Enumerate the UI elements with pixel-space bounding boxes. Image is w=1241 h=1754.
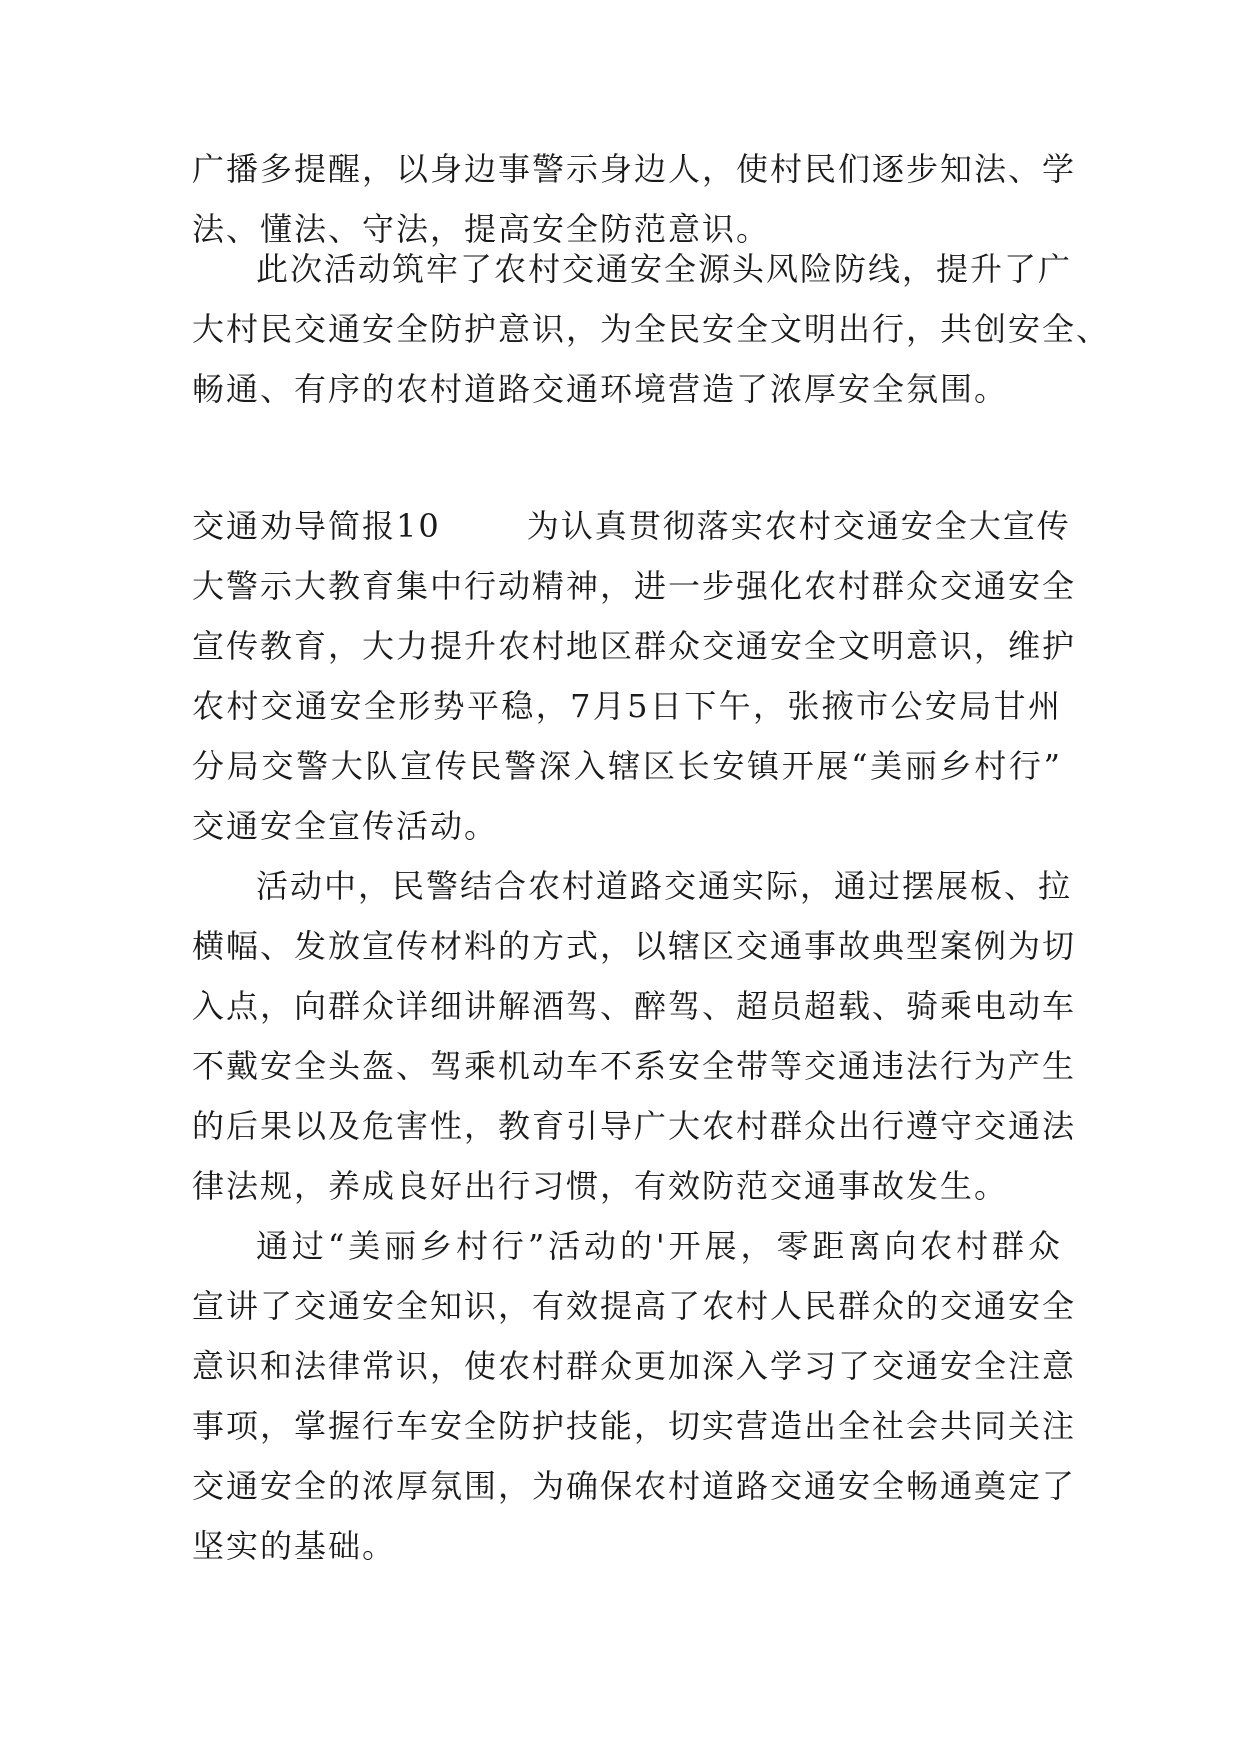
paragraph-1-line: 法、懂法、守法，提高安全防范意识。 xyxy=(192,210,771,248)
paragraph-5-line: 交通安全的浓厚氛围，为确保农村道路交通安全畅通奠定了 xyxy=(192,1467,1077,1505)
paragraph-3-line: 大警示大教育集中行动精神，进一步强化农村群众交通安全 xyxy=(192,567,1077,605)
paragraph-4-line: 活动中，民警结合农村道路交通实际，通过摆展板、拉 xyxy=(256,867,1073,905)
paragraph-3-opening: 为认真贯彻落实农村交通安全大宣传 xyxy=(526,507,1071,545)
section-title: 交通劝导简报10 xyxy=(192,507,441,545)
paragraph-3-line: 宣传教育，大力提升农村地区群众交通安全文明意识，维护 xyxy=(192,627,1077,665)
paragraph-3-first-line xyxy=(192,496,1071,556)
paragraph-4-line: 横幅、发放宣传材料的方式，以辖区交通事故典型案例为切 xyxy=(192,927,1077,965)
paragraph-1-line: 广播多提醒，以身边事警示身边人，使村民们逐步知法、学 xyxy=(192,150,1077,188)
paragraph-3-line: 交通安全宣传活动。 xyxy=(192,807,499,845)
paragraph-5-line: 宣讲了交通安全知识，有效提高了农村人民群众的交通安全 xyxy=(192,1287,1077,1325)
paragraph-2-line: 畅通、有序的农村道路交通环境营造了浓厚安全氛围。 xyxy=(192,370,1009,408)
paragraph-3 xyxy=(192,496,1077,856)
paragraph-4-line: 律法规，养成良好出行习惯，有效防范交通事故发生。 xyxy=(192,1167,1009,1205)
paragraph-4-line: 的后果以及危害性，教育引导广大农村群众出行遵守交通法 xyxy=(192,1107,1077,1145)
paragraph-4-line: 不戴安全头盔、驾乘机动车不系安全带等交通违法行为产生 xyxy=(192,1047,1077,1085)
paragraph-2-line: 大村民交通安全防护意识，为全民安全文明出行，共创安全、 xyxy=(192,310,1111,348)
paragraph-2-line: 此次活动筑牢了农村交通安全源头风险防线，提升了广 xyxy=(256,250,1073,288)
paragraph-5-line: 意识和法律常识，使农村群众更加深入学习了交通安全注意 xyxy=(192,1347,1077,1385)
paragraph-5-line: 坚实的基础。 xyxy=(192,1527,397,1565)
paragraph-5 xyxy=(192,1216,1077,1576)
paragraph-4 xyxy=(192,856,1077,1216)
paragraph-2 xyxy=(192,239,1111,419)
paragraph-5-line: 通过“美丽乡村行”活动的'开展，零距离向农村群众 xyxy=(256,1227,1062,1265)
paragraph-4-line: 入点，向群众详细讲解酒驾、醉驾、超员超载、骑乘电动车 xyxy=(192,987,1077,1025)
paragraph-5-line: 事项，掌握行车安全防护技能，切实营造出全社会共同关注 xyxy=(192,1407,1077,1445)
paragraph-3-line: 分局交警大队宣传民警深入辖区长安镇开展“美丽乡村行” xyxy=(192,747,1062,785)
paragraph-3-line: 农村交通安全形势平稳，7月5日下午，张掖市公安局甘州 xyxy=(192,687,1062,725)
